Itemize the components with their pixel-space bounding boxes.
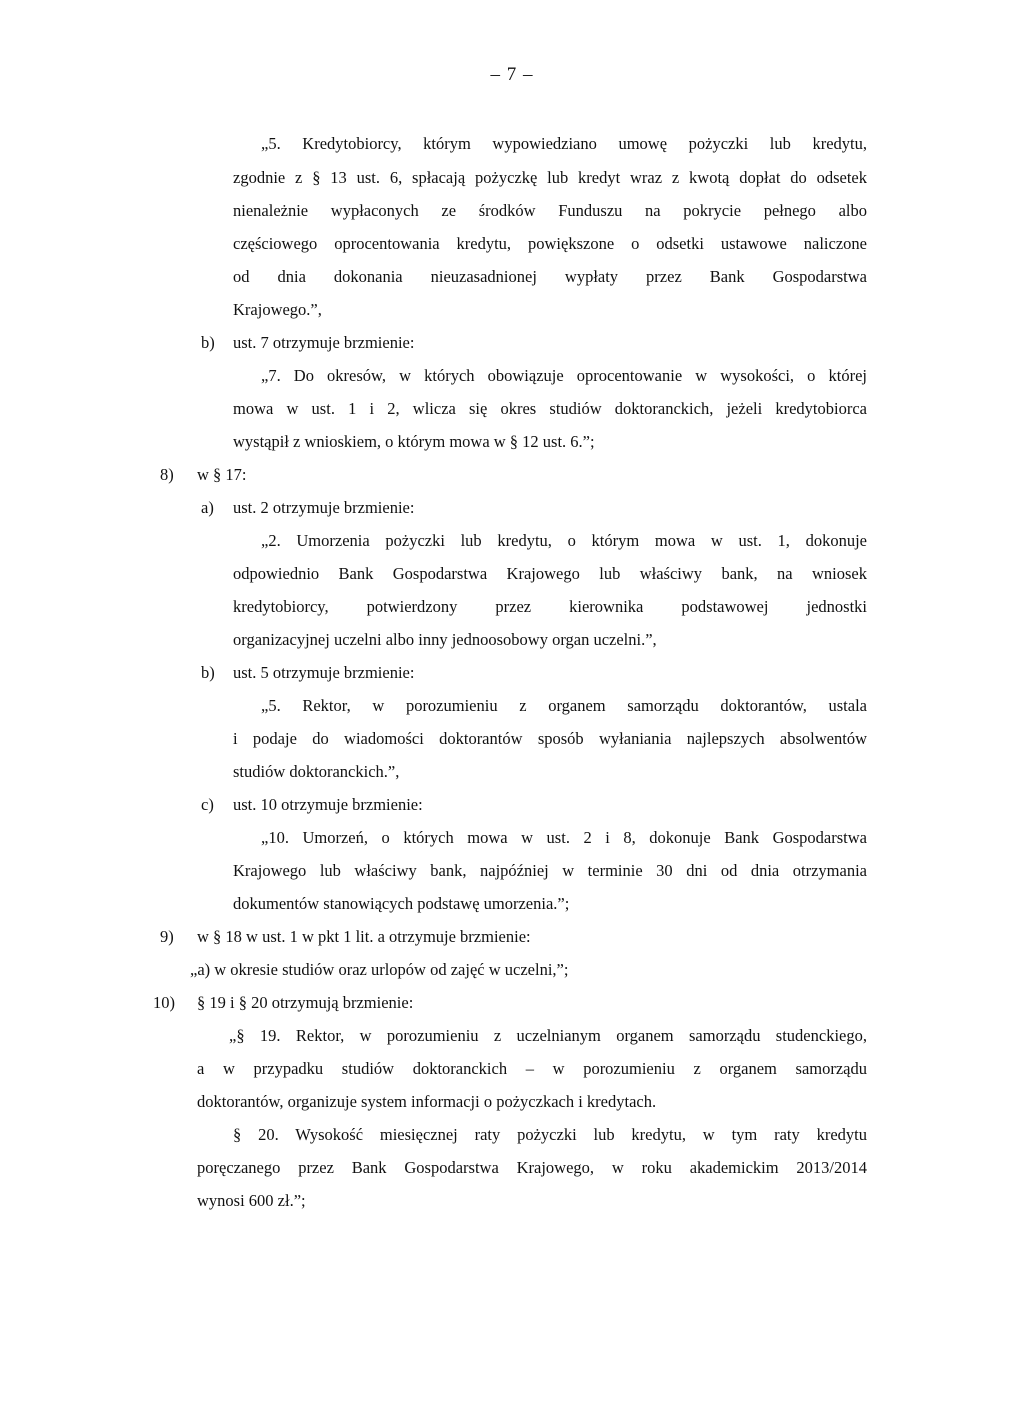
text-line: dokumentów stanowiących podstawę umorzenia.”; [233, 894, 570, 913]
text-line: Krajowego lub właściwy bank, najpóźniej w terminie 30 dni od dnia otrzymania [233, 861, 867, 880]
text-line: § 20. Wysokość miesięcznej raty pożyczki lub kredytu, w tym raty kredytu [233, 1125, 867, 1144]
text-line: doktorantów, organizuje system informacji o pożyczkach i kredytach. [197, 1092, 657, 1111]
text-line: ust. 10 otrzymuje brzmienie: [233, 795, 423, 814]
text-line: Krajowego.”, [233, 300, 322, 319]
text-line: organizacyjnej uczelni albo inny jednoosobowy organ uczelni.”, [233, 630, 657, 649]
text-line: ust. 5 otrzymuje brzmienie: [233, 663, 415, 682]
list-marker: b) [201, 663, 215, 682]
text-line: studiów doktoranckich.”, [233, 762, 400, 781]
text-line: § 19 i § 20 otrzymują brzmienie: [197, 993, 414, 1012]
text-line: zgodnie z § 13 ust. 6, spłacają pożyczkę lub kredyt wraz z kwotą dopłat do odsetek [233, 168, 867, 187]
text-line: „a) w okresie studiów oraz urlopów od zajęć w uczelni,”; [190, 960, 569, 979]
text-line: od dnia dokonania nieuzasadnionej wypłaty przez Bank Gospodarstwa [233, 267, 867, 286]
text-line: „5. Rektor, w porozumieniu z organem samorządu doktorantów, ustala [261, 696, 867, 715]
page-number: – 7 – [490, 64, 534, 85]
text-line: „2. Umorzenia pożyczki lub kredytu, o którym mowa w ust. 1, dokonuje [261, 531, 867, 550]
text-line: mowa w ust. 1 i 2, wlicza się okres studiów doktoranckich, jeżeli kredytobiorca [233, 399, 867, 418]
text-line: ust. 2 otrzymuje brzmienie: [233, 498, 415, 517]
text-line: nienależnie wypłaconych ze środków Funduszu na pokrycie pełnego albo [233, 201, 867, 220]
list-marker: c) [201, 795, 214, 814]
text-line: poręczanego przez Bank Gospodarstwa Krajowego, w roku akademickim 2013/2014 [197, 1158, 867, 1177]
list-marker: a) [201, 498, 214, 517]
list-marker: 8) [160, 465, 174, 484]
text-line: kredytobiorcy, potwierdzony przez kierownika podstawowej jednostki [233, 597, 867, 616]
text-line: w § 18 w ust. 1 w pkt 1 lit. a otrzymuje brzmienie: [197, 927, 531, 946]
text-line: „7. Do okresów, w których obowiązuje oprocentowanie w wysokości, o której [261, 366, 867, 385]
list-marker: 10) [153, 993, 175, 1012]
text-line: w § 17: [197, 465, 247, 484]
text-line: i podaje do wiadomości doktorantów sposób wyłaniania najlepszych absolwentów [233, 729, 867, 748]
text-line: „10. Umorzeń, o których mowa w ust. 2 i 8, dokonuje Bank Gospodarstwa [261, 828, 867, 847]
list-marker: b) [201, 333, 215, 352]
text-line: „§ 19. Rektor, w porozumieniu z uczelnianym organem samorządu studenckiego, [229, 1026, 867, 1045]
text-line: częściowego oprocentowania kredytu, powiększone o odsetki ustawowe naliczone [233, 234, 867, 253]
text-line: odpowiednio Bank Gospodarstwa Krajowego lub właściwy bank, na wniosek [233, 564, 867, 583]
text-line: „5. Kredytobiorcy, którym wypowiedziano umowę pożyczki lub kredytu, [261, 134, 867, 153]
text-line: ust. 7 otrzymuje brzmienie: [233, 333, 415, 352]
text-line: wynosi 600 zł.”; [197, 1191, 306, 1210]
text-line: wystąpił z wnioskiem, o którym mowa w § 12 ust. 6.”; [233, 432, 595, 451]
text-line: a w przypadku studiów doktoranckich – w porozumieniu z organem samorządu [197, 1059, 867, 1078]
list-marker: 9) [160, 927, 174, 946]
